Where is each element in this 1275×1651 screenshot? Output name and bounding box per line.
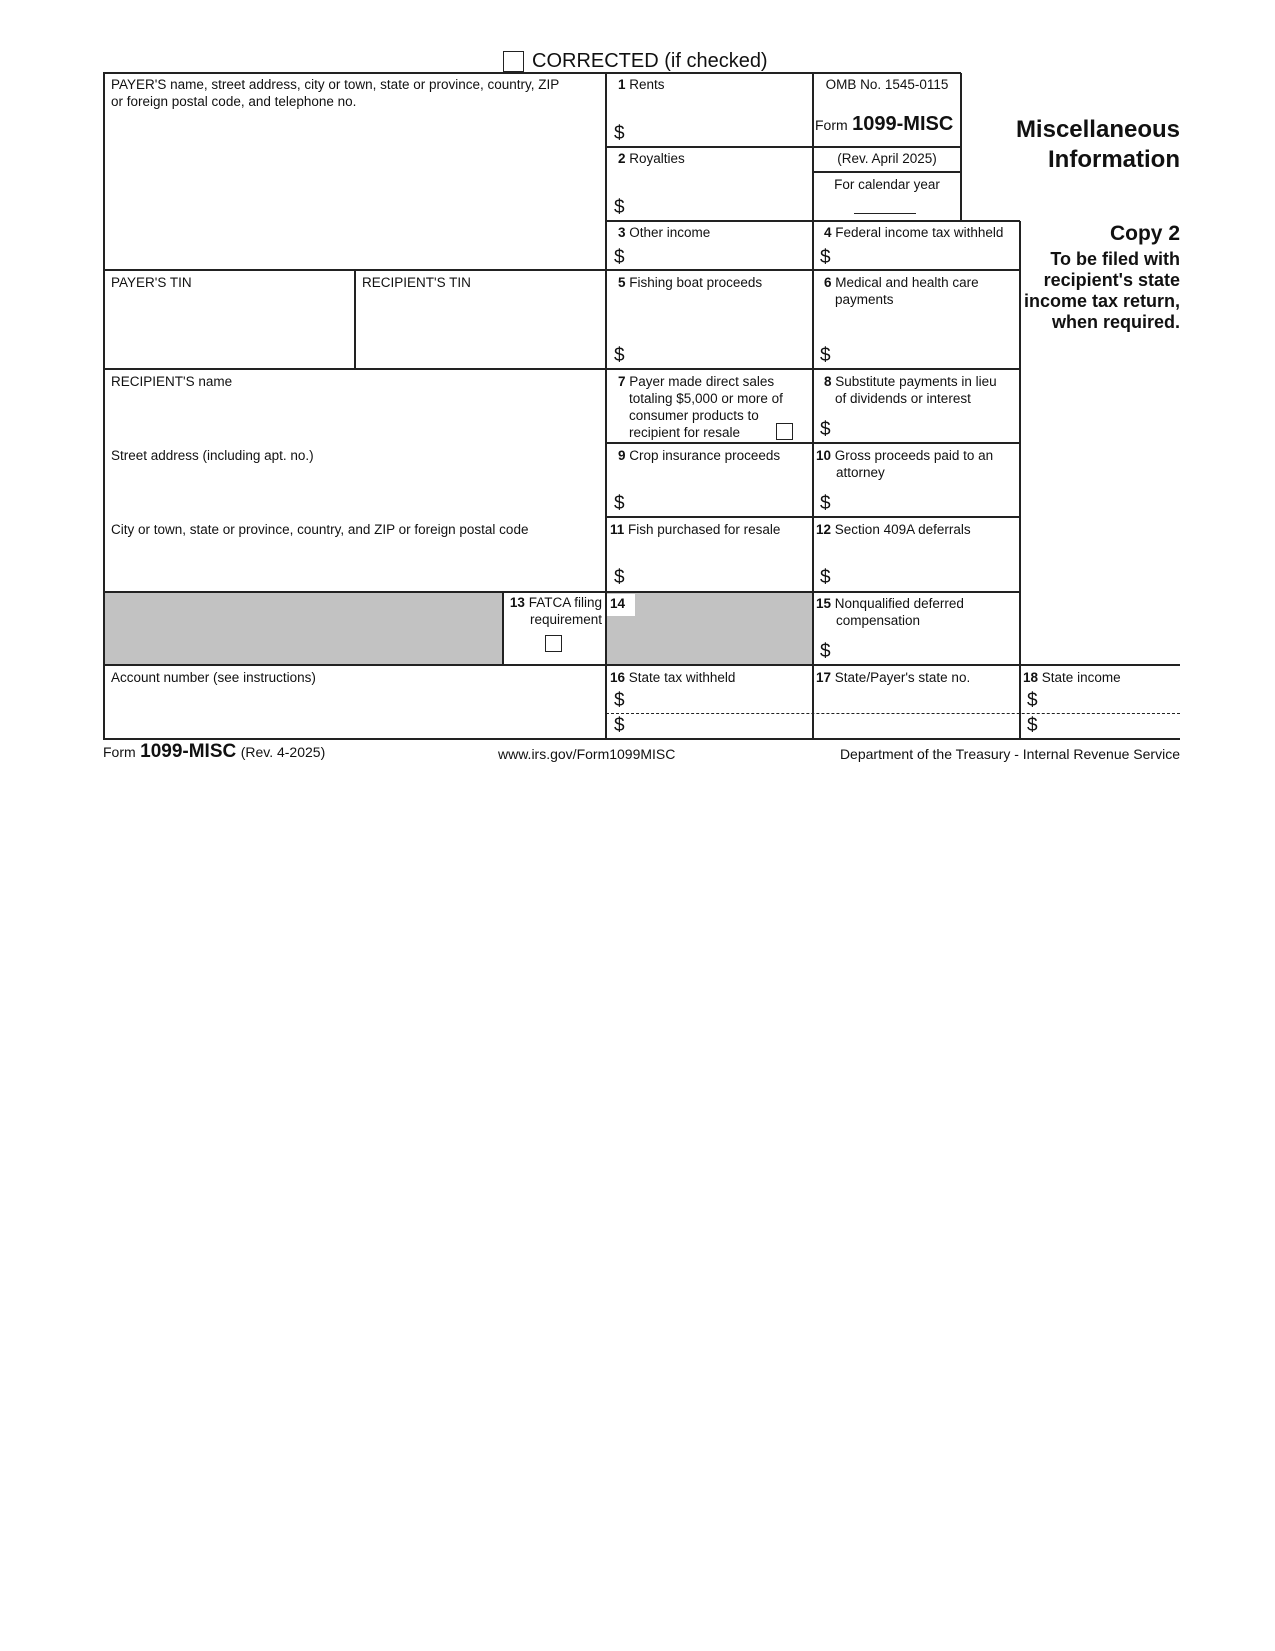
payer-tin-input[interactable] xyxy=(108,292,350,364)
box16-label: 16 State tax withheld xyxy=(610,670,736,685)
line-below-box13 xyxy=(103,664,1180,666)
calendar-year-input[interactable] xyxy=(854,196,916,213)
box9-dollar: $ xyxy=(614,493,625,514)
box17-label: 17 State/Payer's state no. xyxy=(816,670,971,685)
box15-dollar: $ xyxy=(820,641,831,662)
box6-medical-input[interactable] xyxy=(836,342,1016,366)
shaded-area-left xyxy=(104,593,503,664)
box7-label-line3: consumer products to xyxy=(629,408,759,423)
form-border-bottom xyxy=(103,738,1180,740)
footer-url: www.irs.gov/Form1099MISC xyxy=(498,746,676,762)
box2-dollar: $ xyxy=(614,197,625,218)
box11-fish-purchased-input[interactable] xyxy=(630,564,808,588)
copy-line1: To be filed with xyxy=(1050,249,1180,269)
box6-dollar: $ xyxy=(820,345,831,366)
footer-form-number: 1099-MISC xyxy=(140,741,237,762)
omb-number: OMB No. 1545-0115 xyxy=(825,77,949,92)
line-below-city xyxy=(103,591,1020,593)
form-border-top xyxy=(103,72,961,74)
copy-designation xyxy=(1010,221,1180,333)
box10-label: 10 Gross proceeds paid to an attorney xyxy=(816,448,994,480)
copy-line3: income tax return, xyxy=(1023,291,1180,311)
box1-rents-input[interactable] xyxy=(630,120,808,144)
footer-form-prefix: Form xyxy=(103,744,136,760)
line-below-rents xyxy=(605,146,813,148)
shaded-area-box14 xyxy=(606,593,812,664)
box18-label: 18 State income xyxy=(1023,670,1121,685)
box15-nonqualified-input[interactable] xyxy=(836,638,1016,662)
box3-dollar: $ xyxy=(614,247,625,268)
payer-name-label-line2: or foreign postal code, and telephone no. xyxy=(111,94,357,109)
city-state-input[interactable] xyxy=(108,540,600,588)
box7-label-line4: recipient for resale xyxy=(629,425,741,440)
box4-label: 4 Federal income tax withheld xyxy=(824,225,1004,240)
box2-label: 2 Royalties xyxy=(618,151,685,166)
box6-label: 6 Medical and health care payments xyxy=(824,275,979,307)
box16-state-tax-input-2[interactable] xyxy=(630,715,808,737)
recipient-tin-label: RECIPIENT'S TIN xyxy=(362,275,471,290)
account-number-input[interactable] xyxy=(108,688,600,736)
copy-title: Copy 2 xyxy=(1109,222,1180,245)
box10-gross-proceeds-input[interactable] xyxy=(836,490,1016,514)
state-dashed-line xyxy=(606,713,1180,714)
box4-federal-tax-input[interactable] xyxy=(836,244,1016,268)
line-below-box7 xyxy=(605,442,1020,444)
box7-direct-sales-checkbox[interactable] xyxy=(776,423,793,440)
box5-fishing-boat-input[interactable] xyxy=(630,342,808,366)
box18-state-income-input-1[interactable] xyxy=(1043,689,1178,711)
divider-col2-right xyxy=(812,73,814,740)
copy-line4: when required. xyxy=(1051,312,1180,332)
recipient-tin-input[interactable] xyxy=(359,292,601,364)
box18-dollar-1: $ xyxy=(1027,690,1038,711)
box16-dollar-2: $ xyxy=(614,715,625,736)
box15-label: 15 Nonqualified deferred compensation xyxy=(816,596,964,628)
divider-tin xyxy=(354,270,356,369)
box10-label-line2: attorney xyxy=(836,465,885,480)
copy-line2: recipient's state xyxy=(1043,270,1180,290)
box6-label-line2: payments xyxy=(835,292,894,307)
box2-royalties-input[interactable] xyxy=(630,194,808,218)
payer-name-label xyxy=(111,76,601,110)
box9-crop-insurance-input[interactable] xyxy=(630,490,808,514)
box8-substitute-payments-input[interactable] xyxy=(836,416,1016,440)
calendar-year-underline xyxy=(854,213,916,214)
corrected-label: CORRECTED (if checked) xyxy=(532,50,768,72)
street-address-label: Street address (including apt. no.) xyxy=(111,448,314,463)
box8-label-line2: of dividends or interest xyxy=(835,391,971,406)
calendar-year-label: For calendar year xyxy=(834,177,940,192)
box12-label: 12 Section 409A deferrals xyxy=(816,522,971,537)
line-below-royalties xyxy=(605,220,1020,222)
box16-state-tax-input-1[interactable] xyxy=(630,689,808,711)
corrected-checkbox[interactable] xyxy=(503,51,524,72)
box7-label: 7 Payer made direct sales totaling $5,000 or more of consumer products to recipient for resale xyxy=(618,374,783,440)
line-below-revision xyxy=(812,171,961,173)
box18-state-income-input-2[interactable] xyxy=(1043,715,1178,737)
omb-revision: (Rev. April 2025) xyxy=(837,151,937,166)
box18-dollar-2: $ xyxy=(1027,715,1038,736)
account-number-label: Account number (see instructions) xyxy=(111,670,316,685)
box15-label-line2: compensation xyxy=(836,613,921,628)
box13-fatca-checkbox[interactable] xyxy=(545,635,562,652)
line-below-box9 xyxy=(605,516,1020,518)
box14-label: 14 xyxy=(610,596,626,611)
footer-revision: (Rev. 4-2025) xyxy=(240,744,326,760)
box3-other-income-input[interactable] xyxy=(630,244,808,268)
box13-label: 13 FATCA filing requirement xyxy=(503,594,602,628)
box17-state-no-input-2[interactable] xyxy=(816,715,1016,737)
footer-form-name xyxy=(103,741,325,763)
line-below-tin xyxy=(103,368,1020,370)
box13-label-line2: requirement xyxy=(529,612,602,627)
box8-label: 8 Substitute payments in lieu of dividends or interest xyxy=(824,374,997,406)
omb-form-prefix: Form xyxy=(815,117,848,133)
box8-dollar: $ xyxy=(820,419,831,440)
box10-dollar: $ xyxy=(820,493,831,514)
recipient-name-input[interactable] xyxy=(108,392,600,440)
line-below-payer xyxy=(103,269,1020,271)
divider-payer-right xyxy=(605,73,607,740)
omb-form-name xyxy=(815,113,953,136)
box12-dollar: $ xyxy=(820,567,831,588)
box16-dollar-1: $ xyxy=(614,690,625,711)
box17-state-no-input-1[interactable] xyxy=(816,689,1016,711)
omb-form-number: 1099-MISC xyxy=(852,113,954,135)
box11-label: 11 Fish purchased for resale xyxy=(610,522,781,537)
recipient-name-label: RECIPIENT'S name xyxy=(111,374,233,389)
payer-name-input[interactable] xyxy=(108,112,600,266)
footer-department: Department of the Treasury - Internal Revenue Service xyxy=(839,746,1180,762)
form-title xyxy=(980,115,1180,175)
form-title-line2: Information xyxy=(1048,146,1180,173)
box1-label: 1 Rents xyxy=(618,77,665,92)
box9-label: 9 Crop insurance proceeds xyxy=(618,448,781,463)
form-border-left xyxy=(103,73,105,740)
box12-409a-input[interactable] xyxy=(836,564,1016,588)
payer-tin-label: PAYER'S TIN xyxy=(111,275,192,290)
form-title-line1: Miscellaneous xyxy=(1015,116,1180,143)
payer-name-label-line1: PAYER'S name, street address, city or town, state or province, country, ZIP xyxy=(111,77,560,92)
box5-dollar: $ xyxy=(614,345,625,366)
city-state-label: City or town, state or province, country, and ZIP or foreign postal code xyxy=(111,522,529,537)
box3-label: 3 Other income xyxy=(618,225,711,240)
street-address-input[interactable] xyxy=(108,466,600,514)
box1-dollar: $ xyxy=(614,123,625,144)
box7-label-line2: totaling $5,000 or more of xyxy=(629,391,783,406)
box4-dollar: $ xyxy=(820,247,831,268)
box5-label: 5 Fishing boat proceeds xyxy=(618,275,763,290)
line-below-form-name xyxy=(812,146,961,148)
box11-dollar: $ xyxy=(614,567,625,588)
